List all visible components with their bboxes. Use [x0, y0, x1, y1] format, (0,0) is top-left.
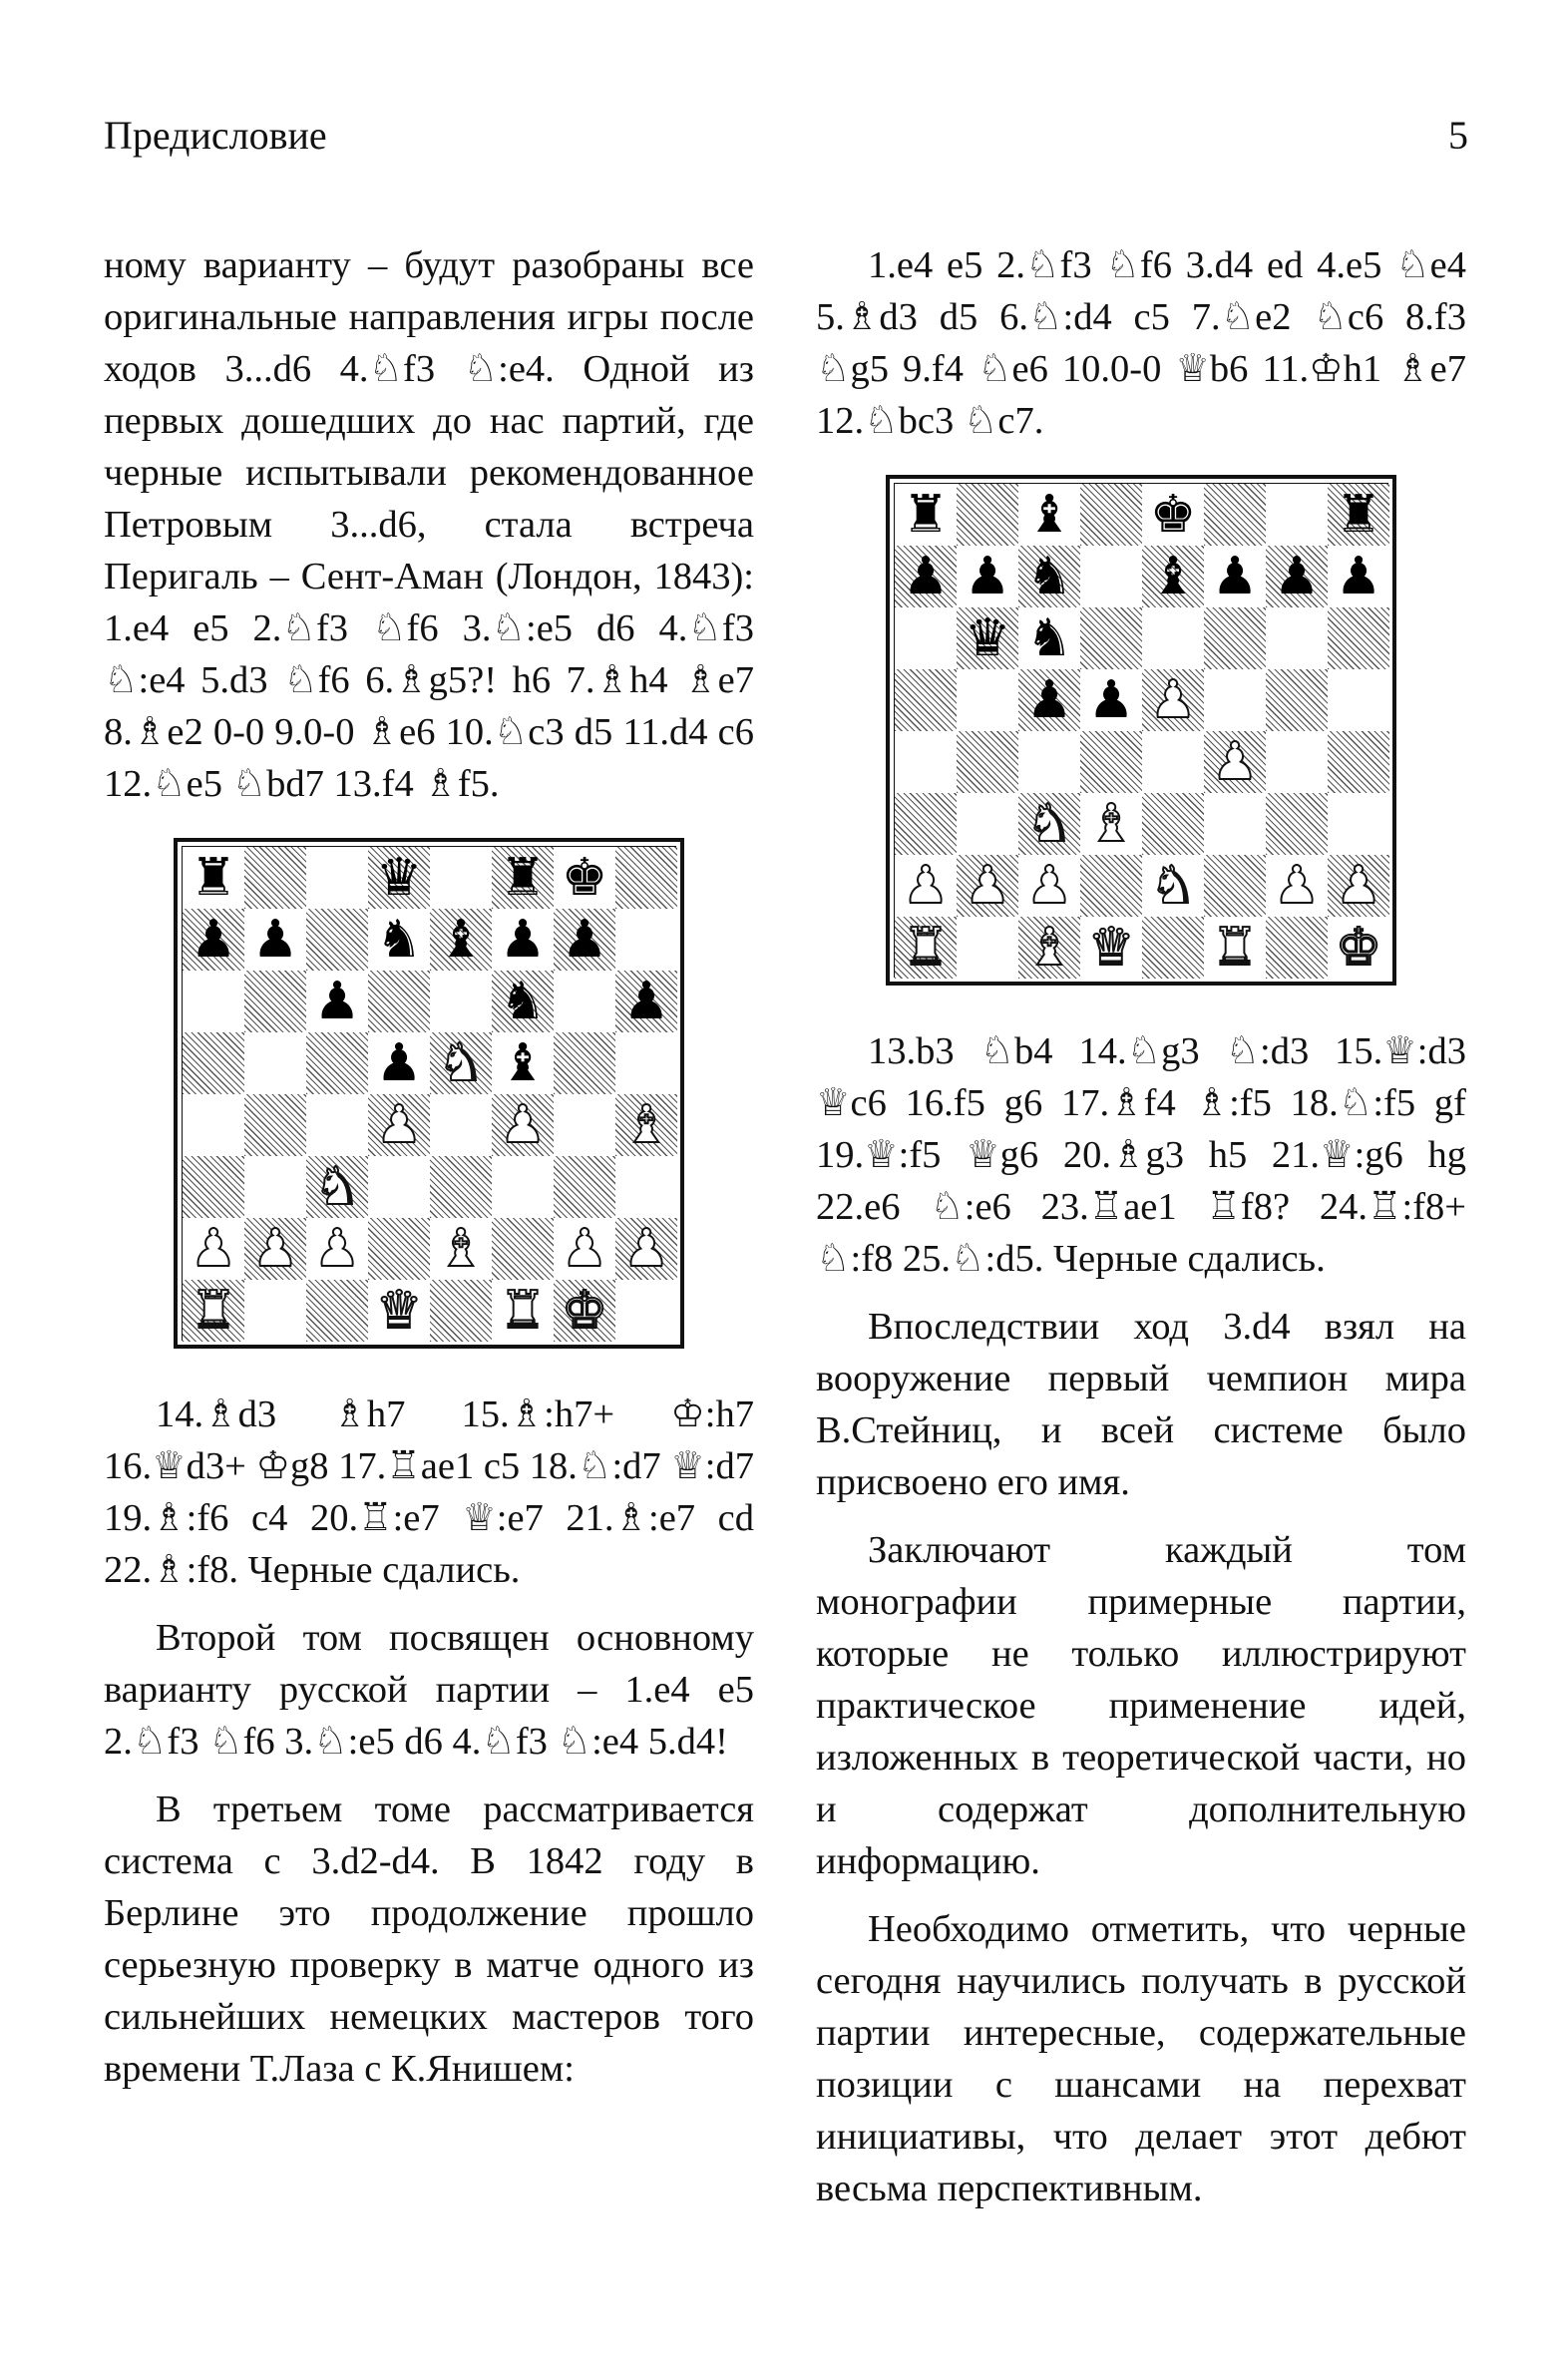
white-knight-icon: ♞ [1025, 794, 1073, 854]
board-square [554, 909, 615, 971]
board-square [1328, 793, 1389, 855]
right-column [816, 239, 1466, 2230]
black-rook-icon: ♜ [1335, 485, 1382, 545]
black-pawn-icon: ♟ [1087, 670, 1135, 730]
paragraph: Впоследствии ход 3.d4 взял на вооружение первый чемпион мира В.Стейниц, и всей системе было присвоено его имя. [816, 1306, 1466, 1503]
board-square [183, 909, 244, 971]
black-bishop-icon: ♝ [1149, 547, 1197, 606]
board-square [1018, 669, 1080, 731]
board-square [430, 1094, 492, 1156]
board-square [1266, 793, 1328, 855]
board-square [1328, 607, 1389, 669]
board-square [1142, 793, 1204, 855]
black-knight-icon: ♞ [1025, 547, 1073, 606]
black-knight-icon: ♞ [1025, 608, 1073, 668]
white-queen-icon: ♛ [375, 1281, 423, 1341]
board-square [1204, 855, 1266, 917]
board-square [1142, 546, 1204, 607]
board-square [615, 1032, 677, 1094]
board-square [957, 484, 1018, 546]
board-square [615, 971, 677, 1032]
board-square [1142, 607, 1204, 669]
board-square [492, 909, 554, 971]
white-knight-icon: ♞ [313, 1157, 361, 1217]
move-list: 1.e4 e5 2.♘f3 ♘f6 3.d4 ed 4.e5 ♘e4 5.♗d3 d5 6.♘:d4 c5 7.♘e2 ♘c6 8.f3 ♘g5 9.f4 ♘e6 10.0-0 ♕b6 11.♔h1 ♗e7 12.♘bc3 ♘c7. [816, 244, 1466, 442]
board-square [1266, 546, 1328, 607]
board-square [957, 917, 1018, 979]
white-pawn-icon: ♟ [251, 1219, 299, 1279]
board-square [430, 847, 492, 909]
white-pawn-icon: ♟ [499, 1095, 547, 1155]
chess-board [174, 838, 684, 1349]
white-bishop-icon: ♝ [1025, 918, 1073, 978]
board-square [1204, 731, 1266, 793]
board-square [615, 909, 677, 971]
white-knight-icon: ♞ [437, 1033, 485, 1093]
board-square [492, 1094, 554, 1156]
board-square [1080, 484, 1142, 546]
board-square [1204, 607, 1266, 669]
board-square [430, 909, 492, 971]
board-square [430, 1156, 492, 1218]
black-pawn-icon: ♟ [251, 910, 299, 970]
board-square [895, 484, 957, 546]
board-square [430, 1218, 492, 1280]
white-pawn-icon: ♟ [1149, 670, 1197, 730]
black-pawn-icon: ♟ [964, 547, 1011, 606]
board-square [1204, 546, 1266, 607]
board-square [1018, 731, 1080, 793]
board-square [1328, 855, 1389, 917]
white-rook-icon: ♜ [499, 1281, 547, 1341]
board-square [895, 669, 957, 731]
board-square [368, 1280, 430, 1342]
black-queen-icon: ♛ [964, 608, 1011, 668]
board-square [957, 855, 1018, 917]
white-pawn-icon: ♟ [902, 856, 950, 916]
board-square [244, 1032, 306, 1094]
board-square [244, 1280, 306, 1342]
board-square [1328, 546, 1389, 607]
white-pawn-icon: ♟ [964, 856, 1011, 916]
board-square [1018, 546, 1080, 607]
white-king-icon: ♚ [561, 1281, 608, 1341]
board-square [368, 971, 430, 1032]
board-square [183, 1032, 244, 1094]
board-square [895, 546, 957, 607]
black-queen-icon: ♛ [375, 848, 423, 908]
board-square [492, 847, 554, 909]
board-square [244, 1218, 306, 1280]
white-knight-icon: ♞ [1149, 856, 1197, 916]
board-square [1266, 855, 1328, 917]
white-pawn-icon: ♟ [622, 1219, 670, 1279]
chess-board [886, 475, 1396, 986]
board-square [306, 909, 368, 971]
board-square [183, 847, 244, 909]
board-square [554, 1156, 615, 1218]
white-pawn-icon: ♟ [561, 1219, 608, 1279]
board-square [1080, 669, 1142, 731]
left-column [104, 239, 754, 2111]
running-head: Предисловие [104, 113, 327, 158]
board-square [554, 847, 615, 909]
board-square [306, 1156, 368, 1218]
board-square [895, 607, 957, 669]
board-square [244, 1094, 306, 1156]
board-square [1080, 793, 1142, 855]
white-pawn-icon: ♟ [1025, 856, 1073, 916]
black-pawn-icon: ♟ [499, 910, 547, 970]
board-square [615, 1218, 677, 1280]
white-pawn-icon: ♟ [375, 1095, 423, 1155]
board-square [554, 1094, 615, 1156]
black-bishop-icon: ♝ [499, 1033, 547, 1093]
board-square [615, 1094, 677, 1156]
black-pawn-icon: ♟ [190, 910, 237, 970]
white-pawn-icon: ♟ [1335, 856, 1382, 916]
black-pawn-icon: ♟ [1211, 547, 1259, 606]
board-square [492, 1280, 554, 1342]
board-square [368, 1218, 430, 1280]
board-square [554, 1032, 615, 1094]
board-square [1018, 607, 1080, 669]
board-square [957, 546, 1018, 607]
white-queen-icon: ♛ [1087, 918, 1135, 978]
white-bishop-icon: ♝ [622, 1095, 670, 1155]
black-pawn-icon: ♟ [561, 910, 608, 970]
board-square [183, 1280, 244, 1342]
board-square [183, 971, 244, 1032]
white-pawn-icon: ♟ [1211, 732, 1259, 792]
board-square [895, 731, 957, 793]
chess-diagram-right [816, 475, 1466, 986]
board-square [1018, 855, 1080, 917]
board-square [368, 847, 430, 909]
black-pawn-icon: ♟ [902, 547, 950, 606]
board-square [1328, 731, 1389, 793]
board-square [492, 1218, 554, 1280]
board-square [492, 1156, 554, 1218]
white-rook-icon: ♜ [1211, 918, 1259, 978]
board-square [554, 971, 615, 1032]
board-square [957, 793, 1018, 855]
board-square [1204, 669, 1266, 731]
board-square [1142, 917, 1204, 979]
board-square [306, 1218, 368, 1280]
board-square [244, 971, 306, 1032]
board-square [1266, 484, 1328, 546]
board-square [1266, 669, 1328, 731]
board-square [183, 1094, 244, 1156]
board-square [1080, 546, 1142, 607]
board-square [1266, 607, 1328, 669]
move-list: 14.♗d3 ♗h7 15.♗:h7+ ♔:h7 16.♕d3+ ♔g8 17.♖ae1 c5 18.♘:d7 ♕:d7 19.♗:f6 c4 20.♖:e7 ♕:e7 21.♗:e7 cd 22.♗:f8. Черные сдались. [104, 1393, 754, 1591]
board-square [1142, 484, 1204, 546]
white-pawn-icon: ♟ [313, 1219, 361, 1279]
board-square [368, 1032, 430, 1094]
board-square [957, 669, 1018, 731]
black-pawn-icon: ♟ [313, 972, 361, 1031]
board-square [554, 1218, 615, 1280]
white-rook-icon: ♜ [190, 1281, 237, 1341]
page-header [104, 112, 1468, 172]
board-square [306, 847, 368, 909]
board-square [244, 909, 306, 971]
board-square [1328, 484, 1389, 546]
paragraph: В третьем томе рассматривается система с 3.d2-d4. В 1842 году в Берлине это продолжение прошло серьезную проверку в матче одного из сильнейших немецких мастеров того времени Т.Лаза с К.Янишем: [104, 1788, 754, 2090]
black-rook-icon: ♜ [499, 848, 547, 908]
board-square [1266, 917, 1328, 979]
board-square [430, 971, 492, 1032]
board-square [554, 1280, 615, 1342]
board-square [244, 847, 306, 909]
black-king-icon: ♚ [561, 848, 608, 908]
board-square [1142, 855, 1204, 917]
board-square [306, 1032, 368, 1094]
paragraph: Второй том посвящен основному варианту русской партии – 1.e4 e5 2.♘f3 ♘f6 3.♘:e5 d6 4.♘f3 ♘:e4 5.d4! [104, 1617, 754, 1763]
board-square [615, 1280, 677, 1342]
board-square [957, 607, 1018, 669]
black-bishop-icon: ♝ [1025, 485, 1073, 545]
board-square [895, 917, 957, 979]
board-square [183, 1156, 244, 1218]
board-square [430, 1032, 492, 1094]
white-bishop-icon: ♝ [1087, 794, 1135, 854]
board-square [430, 1280, 492, 1342]
white-pawn-icon: ♟ [190, 1219, 237, 1279]
black-knight-icon: ♞ [499, 972, 547, 1031]
board-square [1328, 917, 1389, 979]
board-square [244, 1156, 306, 1218]
board-square [1328, 669, 1389, 731]
black-pawn-icon: ♟ [622, 972, 670, 1031]
black-rook-icon: ♜ [902, 485, 950, 545]
board-square [1080, 855, 1142, 917]
white-pawn-icon: ♟ [1273, 856, 1321, 916]
board-square [1204, 917, 1266, 979]
paragraph: Заключают каждый том монографии примерные партии, которые не только иллюстрируют практическое применение идей, изложенных в теоретической части, но и содержат дополнительную информацию. [816, 1529, 1466, 1882]
page-number: 5 [1448, 113, 1468, 158]
board-square [1142, 731, 1204, 793]
black-rook-icon: ♜ [190, 848, 237, 908]
paragraph: ному варианту – будут разобраны все оригинальные направления игры после ходов 3...d6 4.♘f3 ♘:e4. Одной из первых дошедших до нас партий, где черные испытывали рекомендованное Петровым 3...d6, стала встреча Перигаль – Сент-Аман (Лондон, 1843): 1.e4 e5 2.♘f3 ♘f6 3.♘:e5 d6 4.♘f3 ♘:e4 5.d3 ♘f6 6.♗g5?! h6 7.♗h4 ♗e7 8.♗e2 0-0 9.0-0 ♗e6 10.♘c3 d5 11.d4 c6 12.♘e5 ♘bd7 13.f4 ♗f5. [104, 244, 754, 805]
black-king-icon: ♚ [1149, 485, 1197, 545]
black-pawn-icon: ♟ [375, 1033, 423, 1093]
board-square [306, 1280, 368, 1342]
board-grid [182, 846, 676, 1341]
board-square [1018, 484, 1080, 546]
board-square [1018, 793, 1080, 855]
chess-diagram-left [104, 838, 754, 1349]
black-pawn-icon: ♟ [1273, 547, 1321, 606]
board-square [895, 793, 957, 855]
board-square [492, 971, 554, 1032]
board-square [306, 971, 368, 1032]
board-square [368, 1094, 430, 1156]
board-square [1266, 731, 1328, 793]
black-knight-icon: ♞ [375, 910, 423, 970]
board-square [895, 855, 957, 917]
board-square [368, 1156, 430, 1218]
white-bishop-icon: ♝ [437, 1219, 485, 1279]
paragraph: Необходимо отметить, что черные сегодня научились получать в русской партии интересные, содержательные позиции с шансами на перехват инициативы, что делает этот дебют весьма перспективным. [816, 1908, 1466, 2209]
board-square [1018, 917, 1080, 979]
board-square [957, 731, 1018, 793]
board-square [1080, 607, 1142, 669]
board-square [183, 1218, 244, 1280]
board-square [1142, 669, 1204, 731]
board-square [368, 909, 430, 971]
move-list: 13.b3 ♘b4 14.♘g3 ♘:d3 15.♕:d3 ♕c6 16.f5 g6 17.♗f4 ♗:f5 18.♘:f5 gf 19.♕:f5 ♕g6 20.♗g3 h5 21.♕:g6 hg 22.e6 ♘:e6 23.♖ae1 ♖f8? 24.♖:f8+ ♘:f8 25.♘:d5. Черные сдались. [816, 1030, 1466, 1280]
board-square [615, 1156, 677, 1218]
black-bishop-icon: ♝ [437, 910, 485, 970]
board-square [615, 847, 677, 909]
board-square [492, 1032, 554, 1094]
white-rook-icon: ♜ [902, 918, 950, 978]
board-square [1204, 793, 1266, 855]
board-square [1080, 731, 1142, 793]
board-square [1080, 917, 1142, 979]
board-square [306, 1094, 368, 1156]
board-grid [894, 483, 1388, 978]
black-pawn-icon: ♟ [1025, 670, 1073, 730]
white-king-icon: ♚ [1335, 918, 1382, 978]
board-square [1204, 484, 1266, 546]
black-pawn-icon: ♟ [1335, 547, 1382, 606]
